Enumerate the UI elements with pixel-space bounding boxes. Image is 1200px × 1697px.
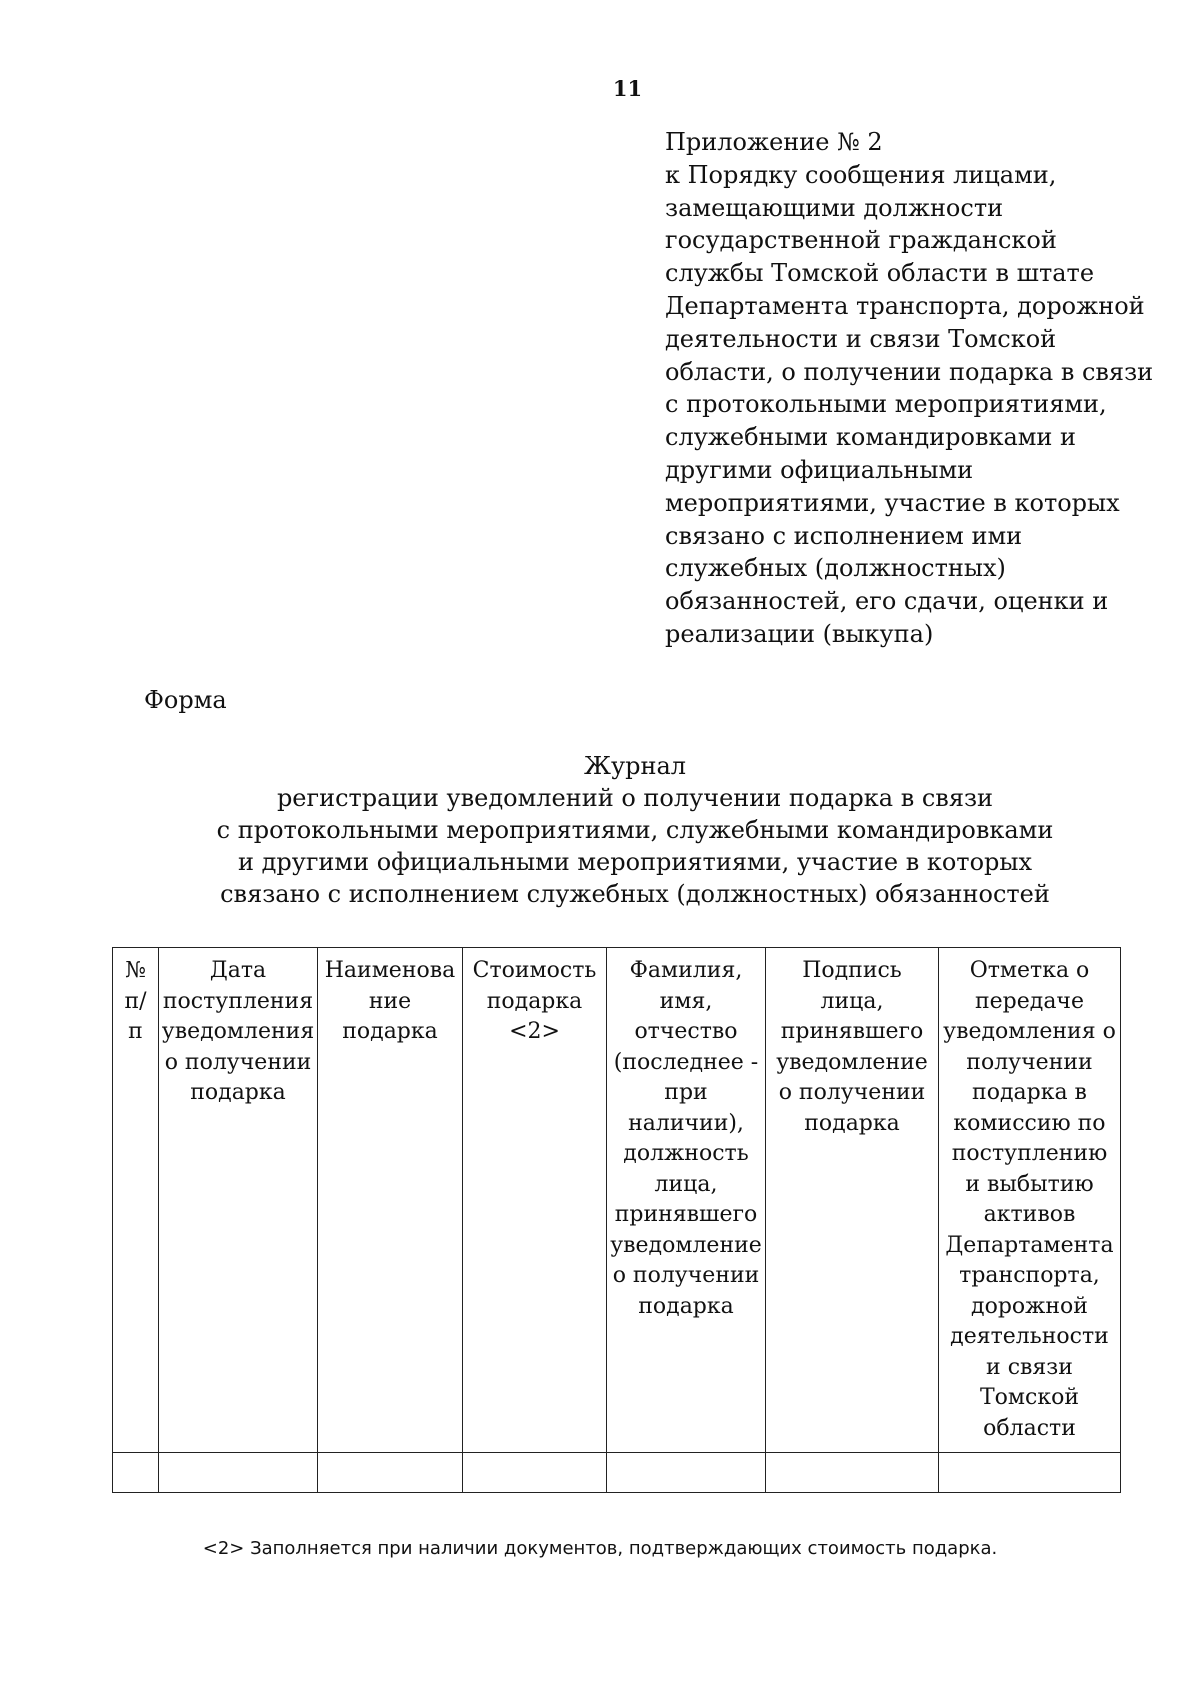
appendix-line: к Порядку сообщения лицами,: [665, 160, 1057, 189]
appendix-line: служебными командировками и: [665, 423, 1077, 452]
table-header-row: [113, 948, 1121, 1453]
header-cell-gift-name: [318, 948, 463, 1453]
header-text: Отметка о передаче уведомления о получении подарка в комиссию по поступлению и выбытию активов Департамента транспорта, дорожной деятельности и связи Томской области: [943, 958, 1116, 1441]
appendix-line: реализации (выкупа): [665, 619, 934, 648]
form-label: Форма: [144, 686, 227, 714]
table-cell: [939, 1453, 1121, 1493]
journal-subtitle-line: и другими официальными мероприятиями, участие в которых: [237, 848, 1033, 876]
header-cell-number: [113, 948, 159, 1453]
appendix-line: области, о получении подарка в связи: [665, 357, 1154, 386]
journal-subtitle-line: регистрации уведомлений о получении подарка в связи: [276, 784, 994, 812]
header-text: Фамилия, имя, отчество (последнее - при наличии), должность лица, принявшего уведомление о получении подарка: [610, 958, 762, 1319]
table-cell: [766, 1453, 939, 1493]
table-cell: [159, 1453, 318, 1493]
appendix-line: службы Томской области в штате: [665, 259, 1095, 288]
header-cell-signature: [766, 948, 939, 1453]
journal-title: Журнал: [584, 752, 686, 780]
appendix-line: мероприятиями, участие в которых: [665, 488, 1120, 517]
appendix-line: связано с исполнением ими: [665, 521, 1023, 550]
header-cell-transfer-mark: [939, 948, 1121, 1453]
header-text: Стоимость подарка <2>: [472, 958, 597, 1044]
table-cell: [318, 1453, 463, 1493]
journal-title-block: [60, 750, 1200, 910]
header-text: Подпись лица, принявшего уведомление о получении подарка: [776, 958, 928, 1136]
appendix-line: с протокольными мероприятиями,: [665, 390, 1107, 419]
header-cell-date: [159, 948, 318, 1453]
table-cell: [113, 1453, 159, 1493]
header-text: № п/ п: [124, 958, 147, 1044]
appendix-line: Приложение № 2: [665, 128, 883, 156]
header-text: Дата поступления уведомления о получении подарка: [161, 958, 315, 1105]
footnote: <2> Заполняется при наличии документов, подтверждающих стоимость подарка.: [202, 1538, 998, 1559]
journal-subtitle-line: связано с исполнением служебных (должностных) обязанностей: [220, 880, 1050, 908]
appendix-line: замещающими должности: [665, 193, 1004, 222]
appendix-line: государственной гражданской: [665, 226, 1057, 255]
journal-table: [112, 947, 1121, 1493]
table-cell: [607, 1453, 766, 1493]
table-cell: [463, 1453, 607, 1493]
header-text: Наименова ние подарка: [324, 958, 456, 1044]
header-cell-full-name: [607, 948, 766, 1453]
appendix-line: обязанностей, его сдачи, оценки и: [665, 587, 1109, 616]
appendix-line: служебных (должностных): [665, 554, 1006, 583]
journal-subtitle-line: с протокольными мероприятиями, служебными командировками: [216, 816, 1054, 844]
appendix-block: [665, 126, 1154, 651]
appendix-line: деятельности и связи Томской: [665, 324, 1057, 353]
header-cell-gift-cost: [463, 948, 607, 1453]
table-row: [113, 1453, 1121, 1493]
appendix-line: другими официальными: [665, 455, 974, 484]
page-number: 11: [612, 76, 643, 101]
appendix-line: Департамента транспорта, дорожной: [665, 291, 1145, 320]
